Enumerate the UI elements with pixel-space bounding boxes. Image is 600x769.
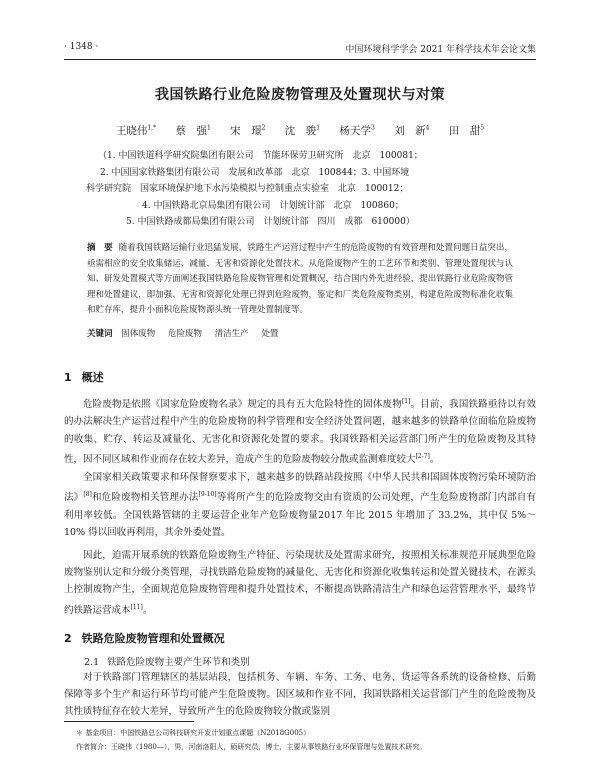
subsection-heading: 2.1 铁路危险废物主要产生环节和类别 — [84, 657, 250, 668]
abstract-label: 摘 要 — [87, 243, 113, 253]
affiliations — [86, 148, 502, 231]
affiliation-line: 4. 中国铁路北京局集团有限公司 计划统计部 北京 100860； — [142, 200, 404, 211]
author: 王晓伟$^{1,*}$ — [115, 124, 157, 137]
section-heading-2: 2 铁路危险废物管理和处置概况 — [64, 632, 225, 645]
running-header — [64, 40, 536, 58]
author: 沈 骏$^1$ — [284, 124, 321, 137]
keyword: 固体废物 — [121, 329, 156, 339]
paragraph-2: 全国家相关政策要求和环保督察要求下，越来越多的铁路站段按照《中华人民共和国固体废物污染环境防治法》[8]和危险废物相关管理办法[9-10]等将所产生的危险废物交由有资质的公司处理，产生危险废物部门内部自有利用率较低。全国铁路管辖的主要运营企业年产危险废物量2017 年比 2015 年增加了 33.2%，其中仅 5%～10% 得以回收再利用，其余外委处置。 — [64, 472, 536, 538]
affiliation-line: 2. 中国国家铁路集团有限公司 发展和改革部 北京 100844；3. 中国环境 — [100, 167, 410, 178]
abstract — [87, 241, 513, 319]
affiliation-line: 5. 中国铁路成都局集团有限公司 计划统计部 四川 成都 610000） — [126, 217, 415, 227]
author: 宋 璟$^2$ — [230, 124, 266, 137]
author-list — [0, 123, 600, 138]
footnote-author-bio: 作者简介：王晓伟（1980—），男，河南洛阳人，硕研究员，博士，主要从事铁路行业环保管理与处置技术研究。 — [76, 743, 427, 751]
paragraph-4: 对于铁路部门管理辖区的基层站段，包括机务、车辆、车务、工务、电务、货运等各系统的设备检修、后勤保障等多个生产和运行环节均可能产生危险废物。因区域和作业不同，我国铁路相关运营部门产生的危险废物及其性质特征存在较大差异，导致所产生的危险废物较分散或鉴别 — [64, 672, 536, 718]
abstract-text: 随着我国铁路运输行业迅猛发展，铁路生产运营过程中产生的危险废物的有效管理和处置问题日益突出，亟需相应的安全收集储运、减量、无害和资源化处置技术。从危险废物产生的工艺环节和类别、管理处置现状与认知、研发处置模式等方面阐述我国铁路危险废物管理和处置概况，结合国内外先进经验，提出铁路行业危险废物管理和处置建议，即加强、无害和资源化处理已得到危险废物，鉴定和厂类危险废物类别，构建危险废物标准化收集和贮存库，提升小面积危险废物源头统一管理处置制度等。 — [87, 243, 513, 315]
paper-title: 我国铁路行业危险废物管理及处置现状与对策 — [155, 87, 445, 103]
header-rule — [64, 59, 536, 60]
keywords-label: 关键词 — [87, 329, 113, 339]
author: 田 甜$^5$ — [448, 124, 485, 137]
keywords — [87, 327, 513, 339]
journal-title: 中国环境科学学会 2021 年科学技术年会论文集 — [345, 45, 536, 55]
section-heading-1: 1 概述 — [64, 371, 104, 384]
author: 杨天学$^3$ — [339, 124, 375, 137]
author: 蔡 强$^1$ — [175, 124, 211, 137]
author: 刘 新$^4$ — [394, 124, 430, 137]
paragraph-3: 因此，迫需开展系统的铁路危险废物生产特征、污染现状及处置需求研究，按照相关标准规范开展典型危险废物鉴别认定和分级分类管理，寻找铁路危险废物的减量化、无害化和资源化收集转运和处置关键技术，在源头上控制废物产生，全面规范危险废物管理和提升处置技术，不断提高铁路清洁生产和绿色运营管理水平，最终节约铁路运营成本[11]。 — [64, 550, 536, 616]
keyword: 处置 — [261, 329, 279, 339]
affiliation-line: 科学研究院 国家环境保护地下水污染模拟与控制重点实验室 北京 100012； — [86, 184, 409, 194]
page-number: · 1348 · — [64, 42, 99, 52]
affiliation-line: （1. 中国铁道科学研究院集团有限公司 节能环保劳卫研究所 北京 100081； — [98, 151, 423, 161]
footnote-funding: ＊ 基金项目：中国铁路总公司科技研究开发计划重点课题（N2018G005） — [76, 729, 311, 737]
footnote-rule — [64, 721, 194, 722]
keyword: 危险废物 — [167, 329, 202, 339]
keyword: 清洁生产 — [214, 329, 249, 339]
paragraph-1: 危险废物是依照《国家危险废物名录》规定的具有五大危险特性的固体废物[1]。目前，我国铁路亟待以有效的办法解决生产运营过程中产生的危险废物的科学管理和安全经济处置问题，越来越多的铁路单位面临危险废物的收集、贮存、转运及减量化、无害化和资源化处置的要求。我国铁路相关运营部门所产生的危险废物及其特性，因不同区域和作业而存在较大差异，造成产生的危险废物较分散或监测难度较大[2-7]。 — [64, 398, 536, 465]
